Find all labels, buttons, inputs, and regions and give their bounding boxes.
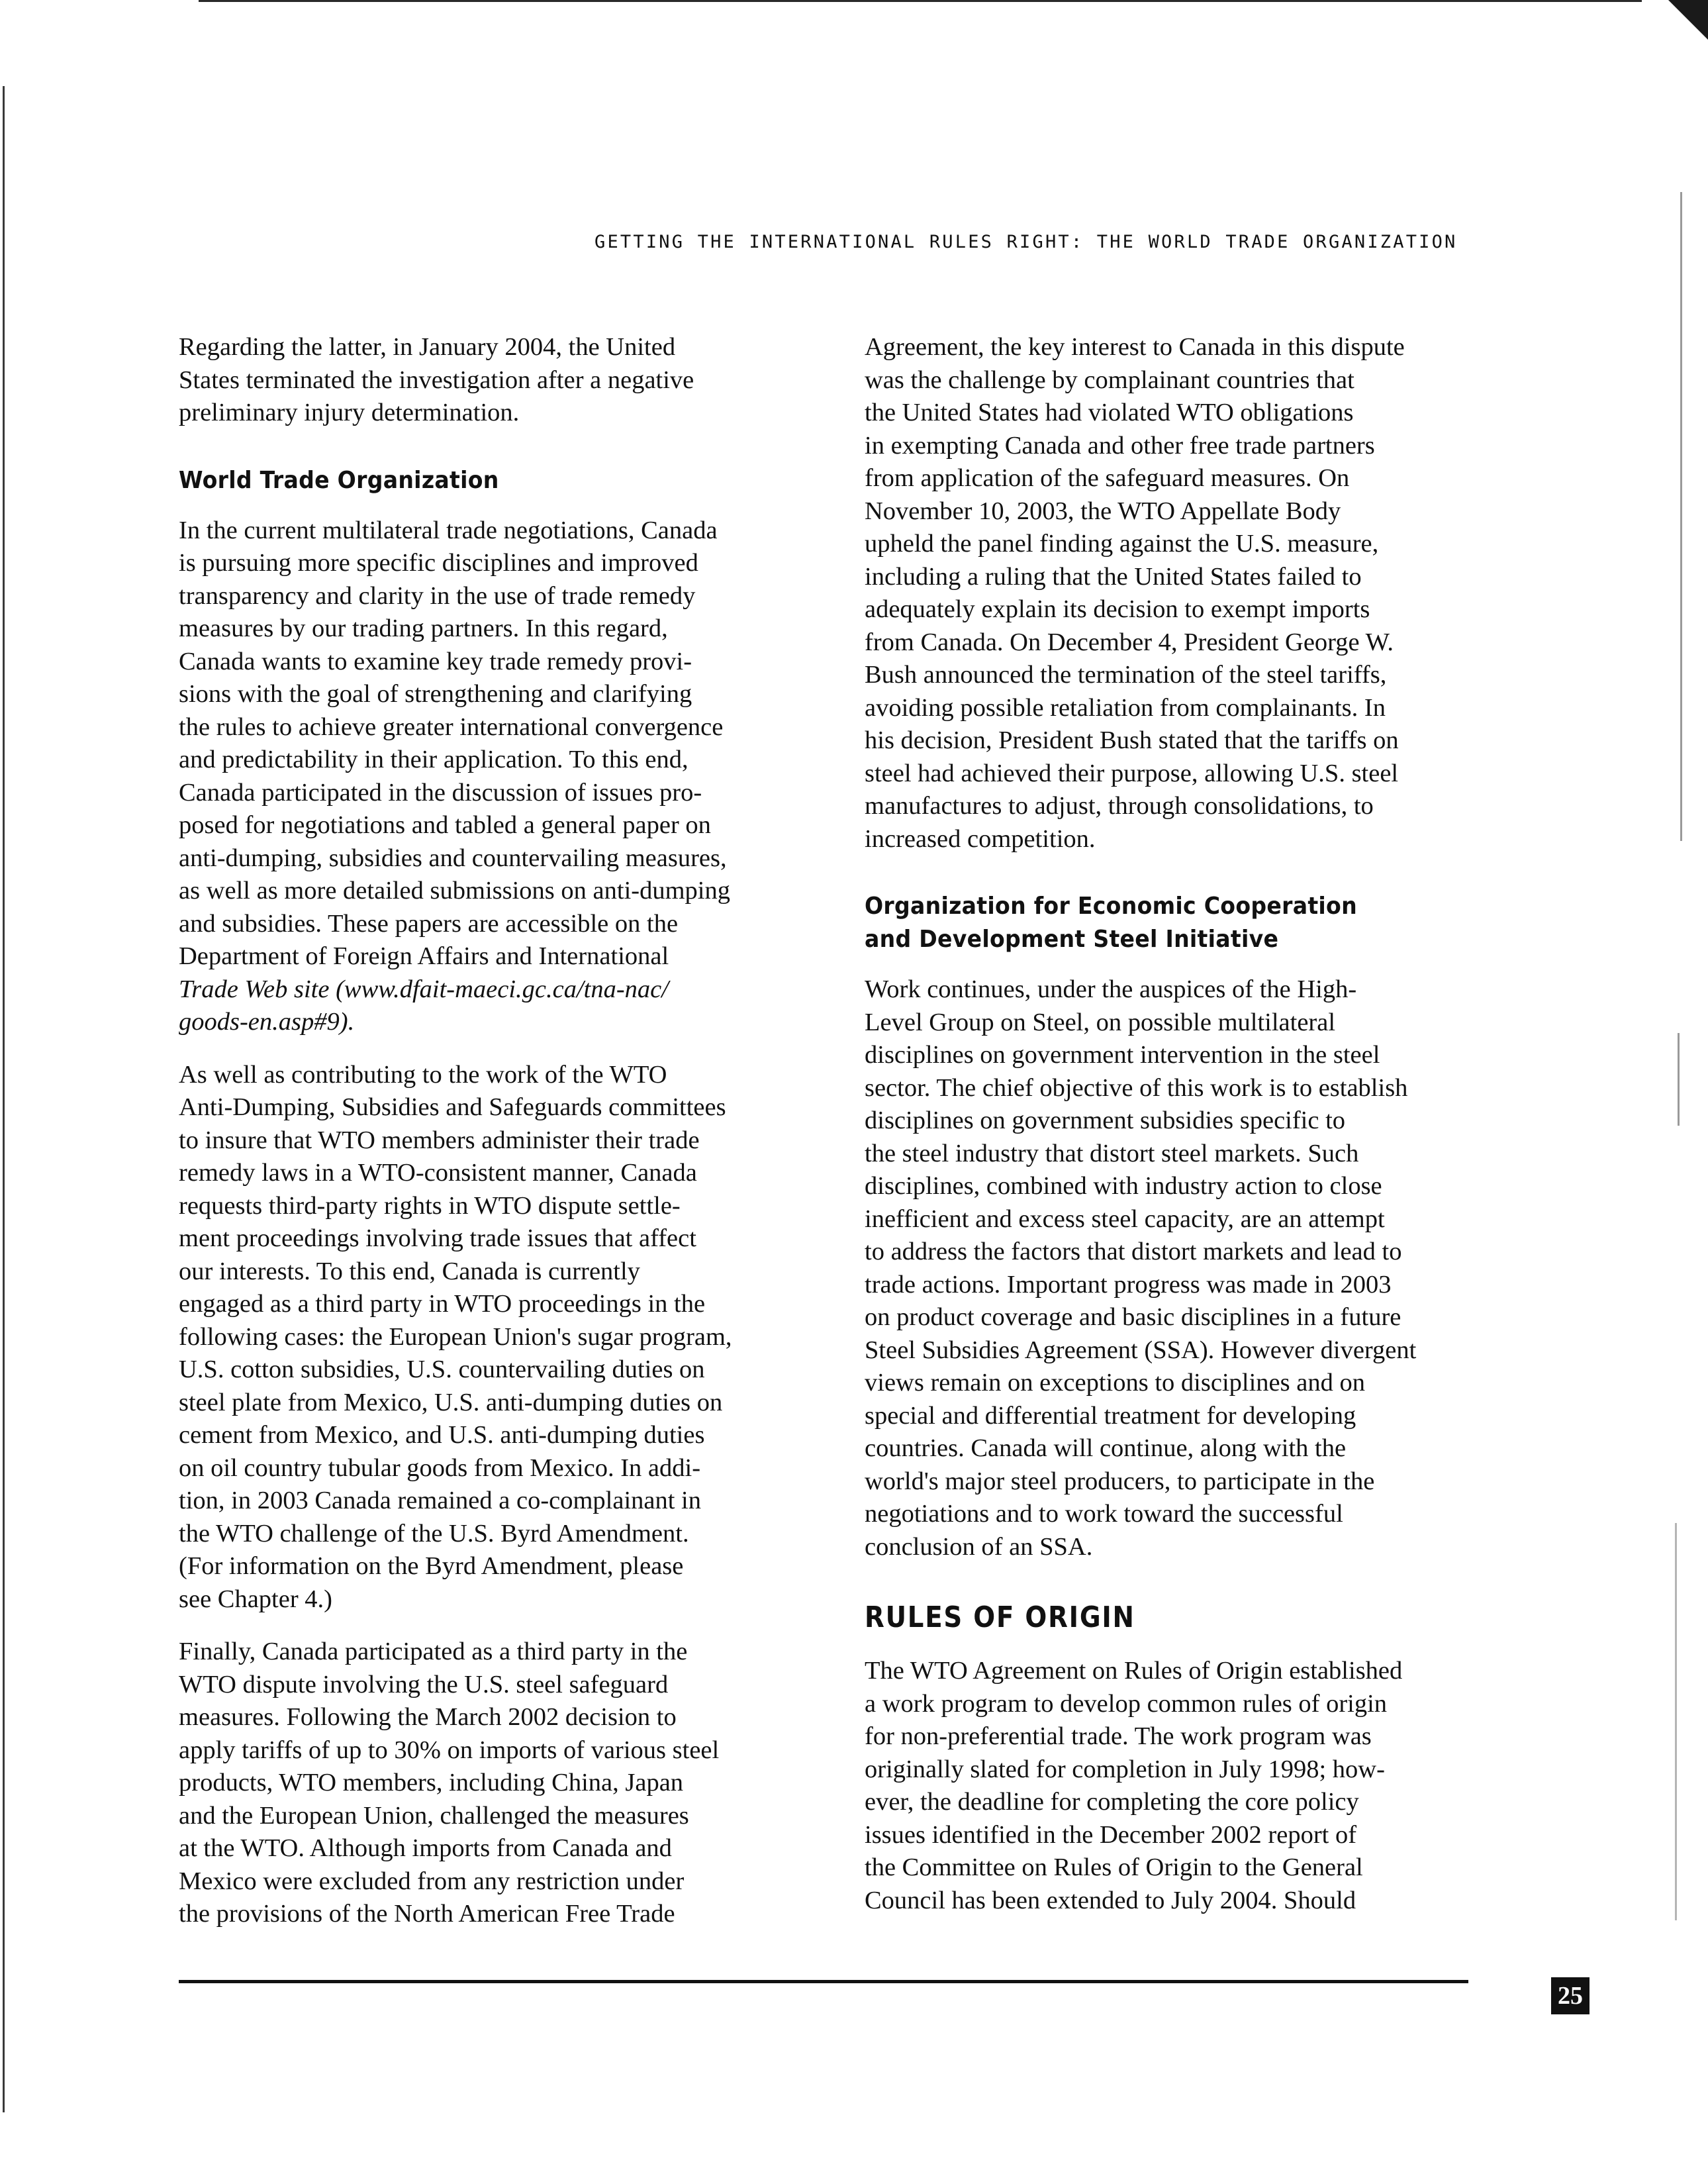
scan-edge-top — [199, 0, 1642, 2]
text-line: our interests. To this end, Canada is currently — [179, 1257, 640, 1285]
text-line: at the WTO. Although imports from Canada and — [179, 1834, 672, 1862]
text-line: see Chapter 4.) — [179, 1585, 332, 1613]
text-line: on oil country tubular goods from Mexico. In addi- — [179, 1453, 701, 1482]
text-line: from Canada. On December 4, President George W. — [865, 628, 1394, 656]
text-line: Mexico were excluded from any restriction under — [179, 1867, 685, 1895]
text-line: in exempting Canada and other free trade partners — [865, 431, 1375, 460]
section-heading-oecd — [865, 890, 1480, 956]
text-line: U.S. cotton subsidies, U.S. countervailing duties on — [179, 1355, 705, 1383]
text-line: sector. The chief objective of this work is to establish — [865, 1073, 1408, 1102]
text-line: adequately explain its decision to exempt imports — [865, 595, 1370, 623]
text-line: measures. Following the March 2002 decision to — [179, 1703, 677, 1731]
text-line: Finally, Canada participated as a third party in the — [179, 1638, 688, 1665]
text-line: Steel Subsidies Agreement (SSA). However divergent — [865, 1336, 1417, 1364]
heading-line: and Development Steel Initiative — [865, 926, 1279, 953]
text-line: engaged as a third party in WTO proceedings in the — [179, 1290, 706, 1318]
text-line: the provisions of the North American Free Trade — [179, 1900, 675, 1928]
paragraph — [179, 1636, 801, 1931]
text-line: his decision, President Bush stated that the tariffs on — [865, 726, 1399, 754]
footer-rule — [179, 1980, 1468, 1983]
text-line: steel plate from Mexico, U.S. anti-dumping duties on — [179, 1388, 723, 1416]
heading-line: Organization for Economic Cooperation — [865, 893, 1357, 920]
text-line: WTO dispute involving the U.S. steel safeguard — [179, 1670, 669, 1698]
text-line: In the current multilateral trade negotiations, Canada — [179, 516, 718, 544]
text-line: to insure that WTO members administer their trade — [179, 1126, 700, 1154]
paragraph — [179, 331, 801, 430]
text-line: issues identified in the December 2002 report of — [865, 1820, 1357, 1849]
text-line: on product coverage and basic disciplines in a future — [865, 1303, 1401, 1331]
paragraph — [865, 331, 1480, 856]
text-line: Agreement, the key interest to Canada in this dispute — [865, 333, 1405, 361]
text-line: trade actions. Important progress was made in 2003 — [865, 1270, 1392, 1299]
text-line: and the European Union, challenged the measures — [179, 1801, 689, 1830]
text-line: disciplines on government subsidies specific to — [865, 1107, 1346, 1134]
text-line: tion, in 2003 Canada remained a co-complainant in — [179, 1487, 702, 1514]
text-line: world's major steel producers, to participate in the — [865, 1467, 1375, 1495]
text-line: requests third-party rights in WTO dispute settle- — [179, 1191, 681, 1220]
text-line: following cases: the European Union's sugar program, — [179, 1322, 732, 1351]
text-line: the United States had violated WTO obligations — [865, 399, 1354, 426]
text-line: negotiations and to work toward the successful — [865, 1500, 1343, 1528]
text-line: originally slated for completion in July 1998; how- — [865, 1755, 1385, 1783]
scan-edge-right — [1675, 1523, 1677, 1920]
text-line: (For information on the Byrd Amendment, please — [179, 1552, 684, 1580]
text-line: as well as more detailed submissions on anti-dumping — [179, 877, 730, 905]
scan-edge-right — [1678, 1033, 1680, 1126]
text-line: products, WTO members, including China, Japan — [179, 1769, 684, 1797]
text-line: and predictability in their application. To this end, — [179, 746, 688, 773]
text-line: avoiding possible retaliation from complainants. In — [865, 693, 1386, 722]
text-line: increased competition. — [865, 824, 1096, 853]
section-heading-rules-of-origin: RULES OF ORIGIN — [865, 1600, 1135, 1634]
left-column — [179, 331, 801, 1931]
section-heading-wto: World Trade Organization — [179, 466, 499, 494]
text-line: As well as contributing to the work of the WTO — [179, 1060, 667, 1089]
text-line: Bush announced the termination of the steel tariffs, — [865, 661, 1387, 689]
text-line: sions with the goal of strengthening and clarifying — [179, 680, 692, 708]
text-line: Canada participated in the discussion of issues pro- — [179, 778, 702, 807]
text-line: Anti-Dumping, Subsidies and Safeguards committees — [179, 1093, 726, 1121]
scan-corner-fold — [1668, 0, 1708, 40]
text-line: anti-dumping, subsidies and countervailing measures, — [179, 844, 727, 872]
text-line: steel had achieved their purpose, allowing U.S. steel — [865, 759, 1399, 787]
text-line: remedy laws in a WTO-consistent manner, Canada — [179, 1159, 697, 1187]
text-line: Canada wants to examine key trade remedy provi- — [179, 647, 692, 675]
paragraph — [865, 973, 1480, 1563]
page-number: 25 — [1551, 1977, 1589, 2014]
paragraph — [179, 515, 801, 1039]
text-line: Level Group on Steel, on possible multilateral — [865, 1008, 1336, 1036]
text-line: the rules to achieve greater international convergence — [179, 713, 724, 741]
scan-edge-right — [1680, 192, 1682, 841]
running-head: GETTING THE INTERNATIONAL RULES RIGHT: THE WORLD TRADE ORGANIZATION — [594, 232, 1458, 252]
text-line: the steel industry that distort steel markets. Such — [865, 1139, 1359, 1167]
text-line: The WTO Agreement on Rules of Origin established — [865, 1657, 1403, 1685]
text-line: a work program to develop common rules of origin — [865, 1689, 1388, 1718]
text-line: cement from Mexico, and U.S. anti-dumping duties — [179, 1421, 705, 1449]
text-line: ment proceedings involving trade issues that affect — [179, 1224, 696, 1252]
text-line: views remain on exceptions to disciplines and on — [865, 1369, 1365, 1397]
text-line: Department of Foreign Affairs and International — [179, 942, 669, 970]
scan-edge-left — [3, 86, 5, 2112]
text-line: inefficient and excess steel capacity, are an attempt — [865, 1205, 1385, 1233]
text-line: manufactures to adjust, through consolidations, to — [865, 792, 1374, 820]
text-line: Council has been extended to July 2004. Should — [865, 1886, 1356, 1914]
text-line: the Committee on Rules of Origin to the General — [865, 1853, 1363, 1881]
text-line: from application of the safeguard measures. On — [865, 464, 1350, 492]
text-line: upheld the panel finding against the U.S. measure, — [865, 530, 1379, 558]
text-line: Regarding the latter, in January 2004, the United — [179, 333, 676, 361]
text-line: preliminary injury determination. — [179, 399, 520, 426]
text-line: disciplines on government intervention in the steel — [865, 1041, 1380, 1069]
text-line: countries. Canada will continue, along with the — [865, 1434, 1347, 1462]
right-column — [865, 331, 1480, 1917]
text-line: is pursuing more specific disciplines and improved — [179, 549, 698, 577]
text-line: and subsidies. These papers are accessible on the — [179, 909, 679, 938]
text-line: States terminated the investigation after a negative — [179, 366, 694, 394]
text-line: special and differential treatment for developing — [865, 1401, 1356, 1430]
web-link-text[interactable]: goods-en.asp#9). — [179, 1008, 355, 1036]
text-line: measures by our trading partners. In this regard, — [179, 615, 668, 642]
text-line: the WTO challenge of the U.S. Byrd Amendment. — [179, 1519, 689, 1548]
text-line: ever, the deadline for completing the core policy — [865, 1788, 1359, 1816]
text-line: conclusion of an SSA. — [865, 1532, 1093, 1561]
paragraph — [179, 1059, 801, 1616]
text-line: disciplines, combined with industry action to close — [865, 1172, 1382, 1200]
text-line: was the challenge by complainant countries that — [865, 366, 1354, 394]
paragraph — [865, 1655, 1480, 1917]
text-line: including a ruling that the United States failed to — [865, 562, 1362, 591]
text-line: apply tariffs of up to 30% on imports of various steel — [179, 1736, 720, 1764]
text-line: Work continues, under the auspices of the High- — [865, 975, 1357, 1003]
text-line: to address the factors that distort markets and lead to — [865, 1238, 1402, 1265]
text-line: transparency and clarity in the use of trade remedy — [179, 581, 696, 610]
web-link-text[interactable]: Trade Web site (www.dfait-maeci.gc.ca/tna-nac/ — [179, 975, 669, 1003]
text-line: for non-preferential trade. The work program was — [865, 1722, 1372, 1750]
text-line: posed for negotiations and tabled a general paper on — [179, 811, 711, 839]
text-line: November 10, 2003, the WTO Appellate Body — [865, 497, 1341, 525]
